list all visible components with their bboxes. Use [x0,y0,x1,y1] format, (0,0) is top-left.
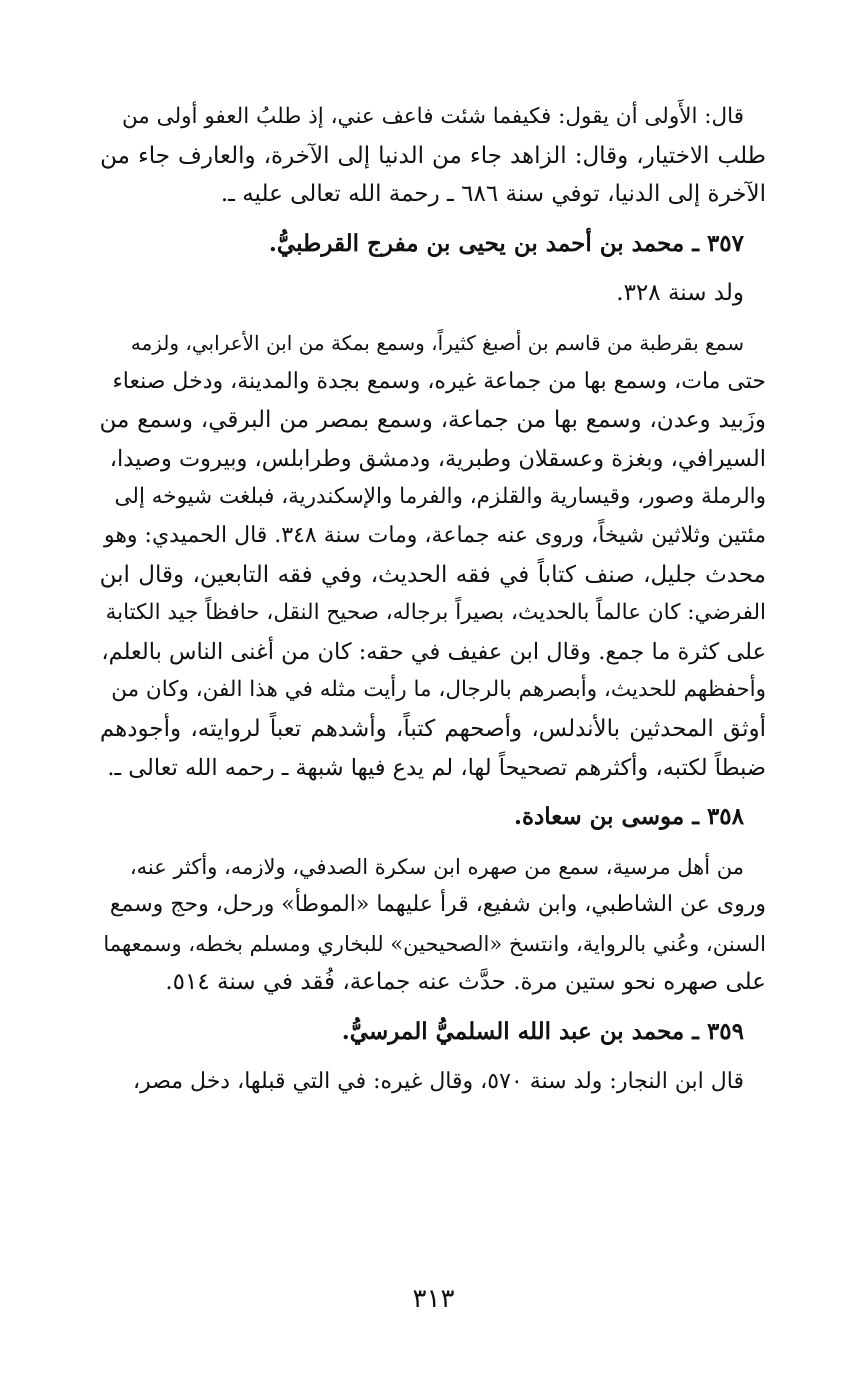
text-line: من أهل مرسية، سمع من صهره ابن سكرة الصدفي، ولازمه، وأكثر عنه، [129,854,744,879]
paragraph [100,98,766,214]
text-line: قال ابن النجار: ولد سنة ٥٧٠، وقال غيره: في التي قبلها، دخل مصر، [132,1068,744,1094]
paragraph-gap [100,263,766,274]
text-line: مئتين وثلاثين شيخاً، وروى عنه جماعة، ومات سنة ٣٤٨. قال الحميدي: وهو [103,522,766,548]
paragraph-gap [100,837,766,848]
text-line: وأحفظهم للحديث، وأبصرهم بالرجال، ما رأيت مثله في هذا الفن، وكان من [111,677,766,703]
paragraph-gap [100,313,766,324]
text-line: وزَبيد وعدن، وسمع بها من جماعة، وسمع بمصر من البرقي، وسمع من [100,407,766,434]
text-line: ٣٥٨ ـ موسى بن سعادة. [513,803,744,831]
text-line: ولد سنة ٣٢٨. [616,280,744,307]
text-line: طلب الاختيار، وقال: الزاهد جاء من الدنيا إلى الآخرة، والعارف جاء من [100,142,766,169]
page-text [100,98,766,1101]
entry-heading [100,225,766,264]
page-number: ٣١٣ [412,1284,455,1314]
text-line: الآخرة إلى الدنيا، توفي سنة ٦٨٦ ـ رحمة الله تعالى عليه ـ. [220,181,766,208]
text-line: على كثرة ما جمع. وقال ابن عفيف في حقه: كان من أغنى الناس بالعلم، [101,638,766,665]
text-line: والرملة وصور، وقيسارية والقلزم، والفرما والإسكندرية، فبلغت شيوخه إلى [114,484,766,510]
text-line: أوثق المحدثين بالأندلس، وأصحهم كتباً، وأشدهم تعباً لروايته، وأجودهم [100,715,766,742]
text-line: السنن، وعُني بالرواية، وانتسخ «الصحيحين» للبخاري ومسلم بخطه، وسمعهما [103,931,766,956]
paragraph [100,848,766,1002]
paragraph-gap [100,1002,766,1013]
entry-heading [100,1013,766,1052]
paragraph [100,274,766,313]
text-line: السيرافي، وبغزة وعسقلان وطبرية، ودمشق وطرابلس، وبيروت وصيدا، [109,445,766,472]
entry-heading [100,798,766,837]
text-line: على صهره نحو ستين مرة. حدَّث عنه جماعة، فُقد في سنة ٥١٤. [165,969,766,996]
text-line: ضبطاً لكتبه، وأكثرهم تصحيحاً لها، لم يدع فيها شبهة ـ رحمه الله تعالى ـ. [107,754,766,781]
paragraph-gap [100,1052,766,1063]
text-line: قال: الأَولى أن يقول: فكيفما شئت فاعف عني، إذ طلبُ العفو أولى من [121,104,744,129]
text-line: ٣٥٩ ـ محمد بن عبد الله السلميُّ المرسيُّ. [341,1018,744,1046]
paragraph [100,1063,766,1102]
paragraph-gap [100,787,766,798]
text-line: سمع بقرطبة من قاسم بن أصبغ كثيراً، وسمع بمكة من ابن الأعرابي، ولزمه [130,330,744,355]
text-line: ٣٥٧ ـ محمد بن أحمد بن يحيى بن مفرج القرطبيُّ. [268,229,744,257]
text-line: محدث جليل، صنف كتاباً في فقه الحديث، وفي فقه التابعين، وقال ابن [100,561,766,588]
text-line: حتى مات، وسمع بها من جماعة غيره، وسمع بجدة والمدينة، ودخل صنعاء [112,368,766,394]
paragraph [100,324,766,787]
text-line: وروى عن الشاطبي، وابن شفيع، قرأ عليهما «الموطأ» ورحل، وحج وسمع [109,892,766,918]
paragraph-gap [100,214,766,225]
text-line: الفرضي: كان عالماً بالحديث، بصيراً برجاله، صحيح النقل، حافظاً جيد الكتابة [105,600,766,626]
